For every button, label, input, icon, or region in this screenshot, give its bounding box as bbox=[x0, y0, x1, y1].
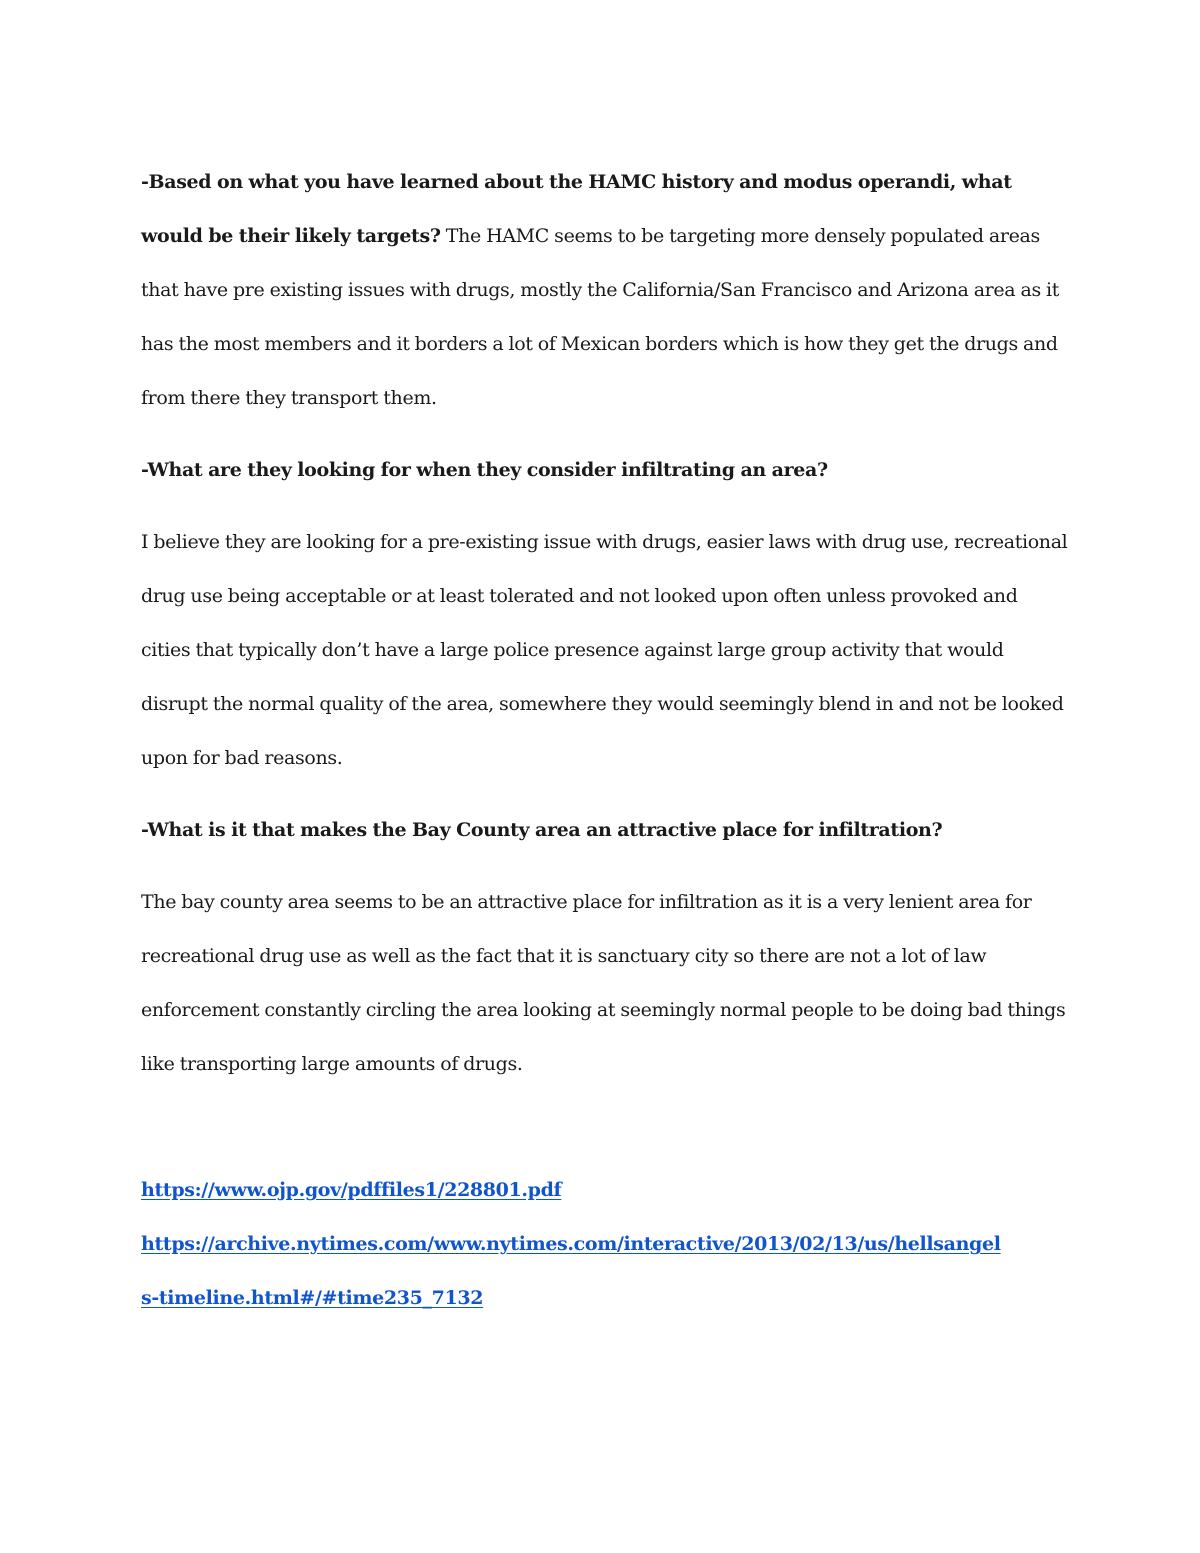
section-1 bbox=[141, 155, 1071, 425]
reference-2 bbox=[141, 1217, 1001, 1325]
answer-1: The HAMC seems to be targeting more densely populated areas that have pre existing issues with drugs, mostly the California/San Francisco and Arizona area as it has the most members and it borders a lot of Mexican borders which is how they get the drugs and from there they transport them. bbox=[141, 225, 1060, 409]
answer-3: The bay county area seems to be an attractive place for infiltration as it is a very lenient area for recreational drug use as well as the fact that it is sanctuary city so there are not a lot of law enforcement constantly circling the area looking at seemingly normal people to be doing bad things like transporting large amounts of drugs. bbox=[141, 891, 1066, 1075]
reference-links bbox=[141, 1163, 1071, 1325]
question-3: -What is it that makes the Bay County area an attractive place for infiltration? bbox=[141, 819, 943, 841]
reference-link-nytimes[interactable]: https://archive.nytimes.com/www.nytimes.com/interactive/2013/02/13/us/hellsangels-timeline.html#/#time235_7132 bbox=[141, 1233, 1001, 1309]
answer-2: I believe they are looking for a pre-existing issue with drugs, easier laws with drug use, recreational drug use being acceptable or at least tolerated and not looked upon often unless provoked and cities that typically don’t have a large police presence against large group activity that would disrupt the normal quality of the area, somewhere they would seemingly blend in and not be looked upon for bad reasons. bbox=[141, 531, 1068, 769]
document-body bbox=[141, 155, 1071, 1325]
reference-1 bbox=[141, 1163, 1071, 1217]
reference-link-ojp[interactable]: https://www.ojp.gov/pdffiles1/228801.pdf bbox=[141, 1179, 562, 1201]
question-1: -Based on what you have learned about the HAMC history and modus operandi, what would be their likely targets? bbox=[141, 171, 1012, 247]
question-2: -What are they looking for when they consider infiltrating an area? bbox=[141, 459, 828, 481]
